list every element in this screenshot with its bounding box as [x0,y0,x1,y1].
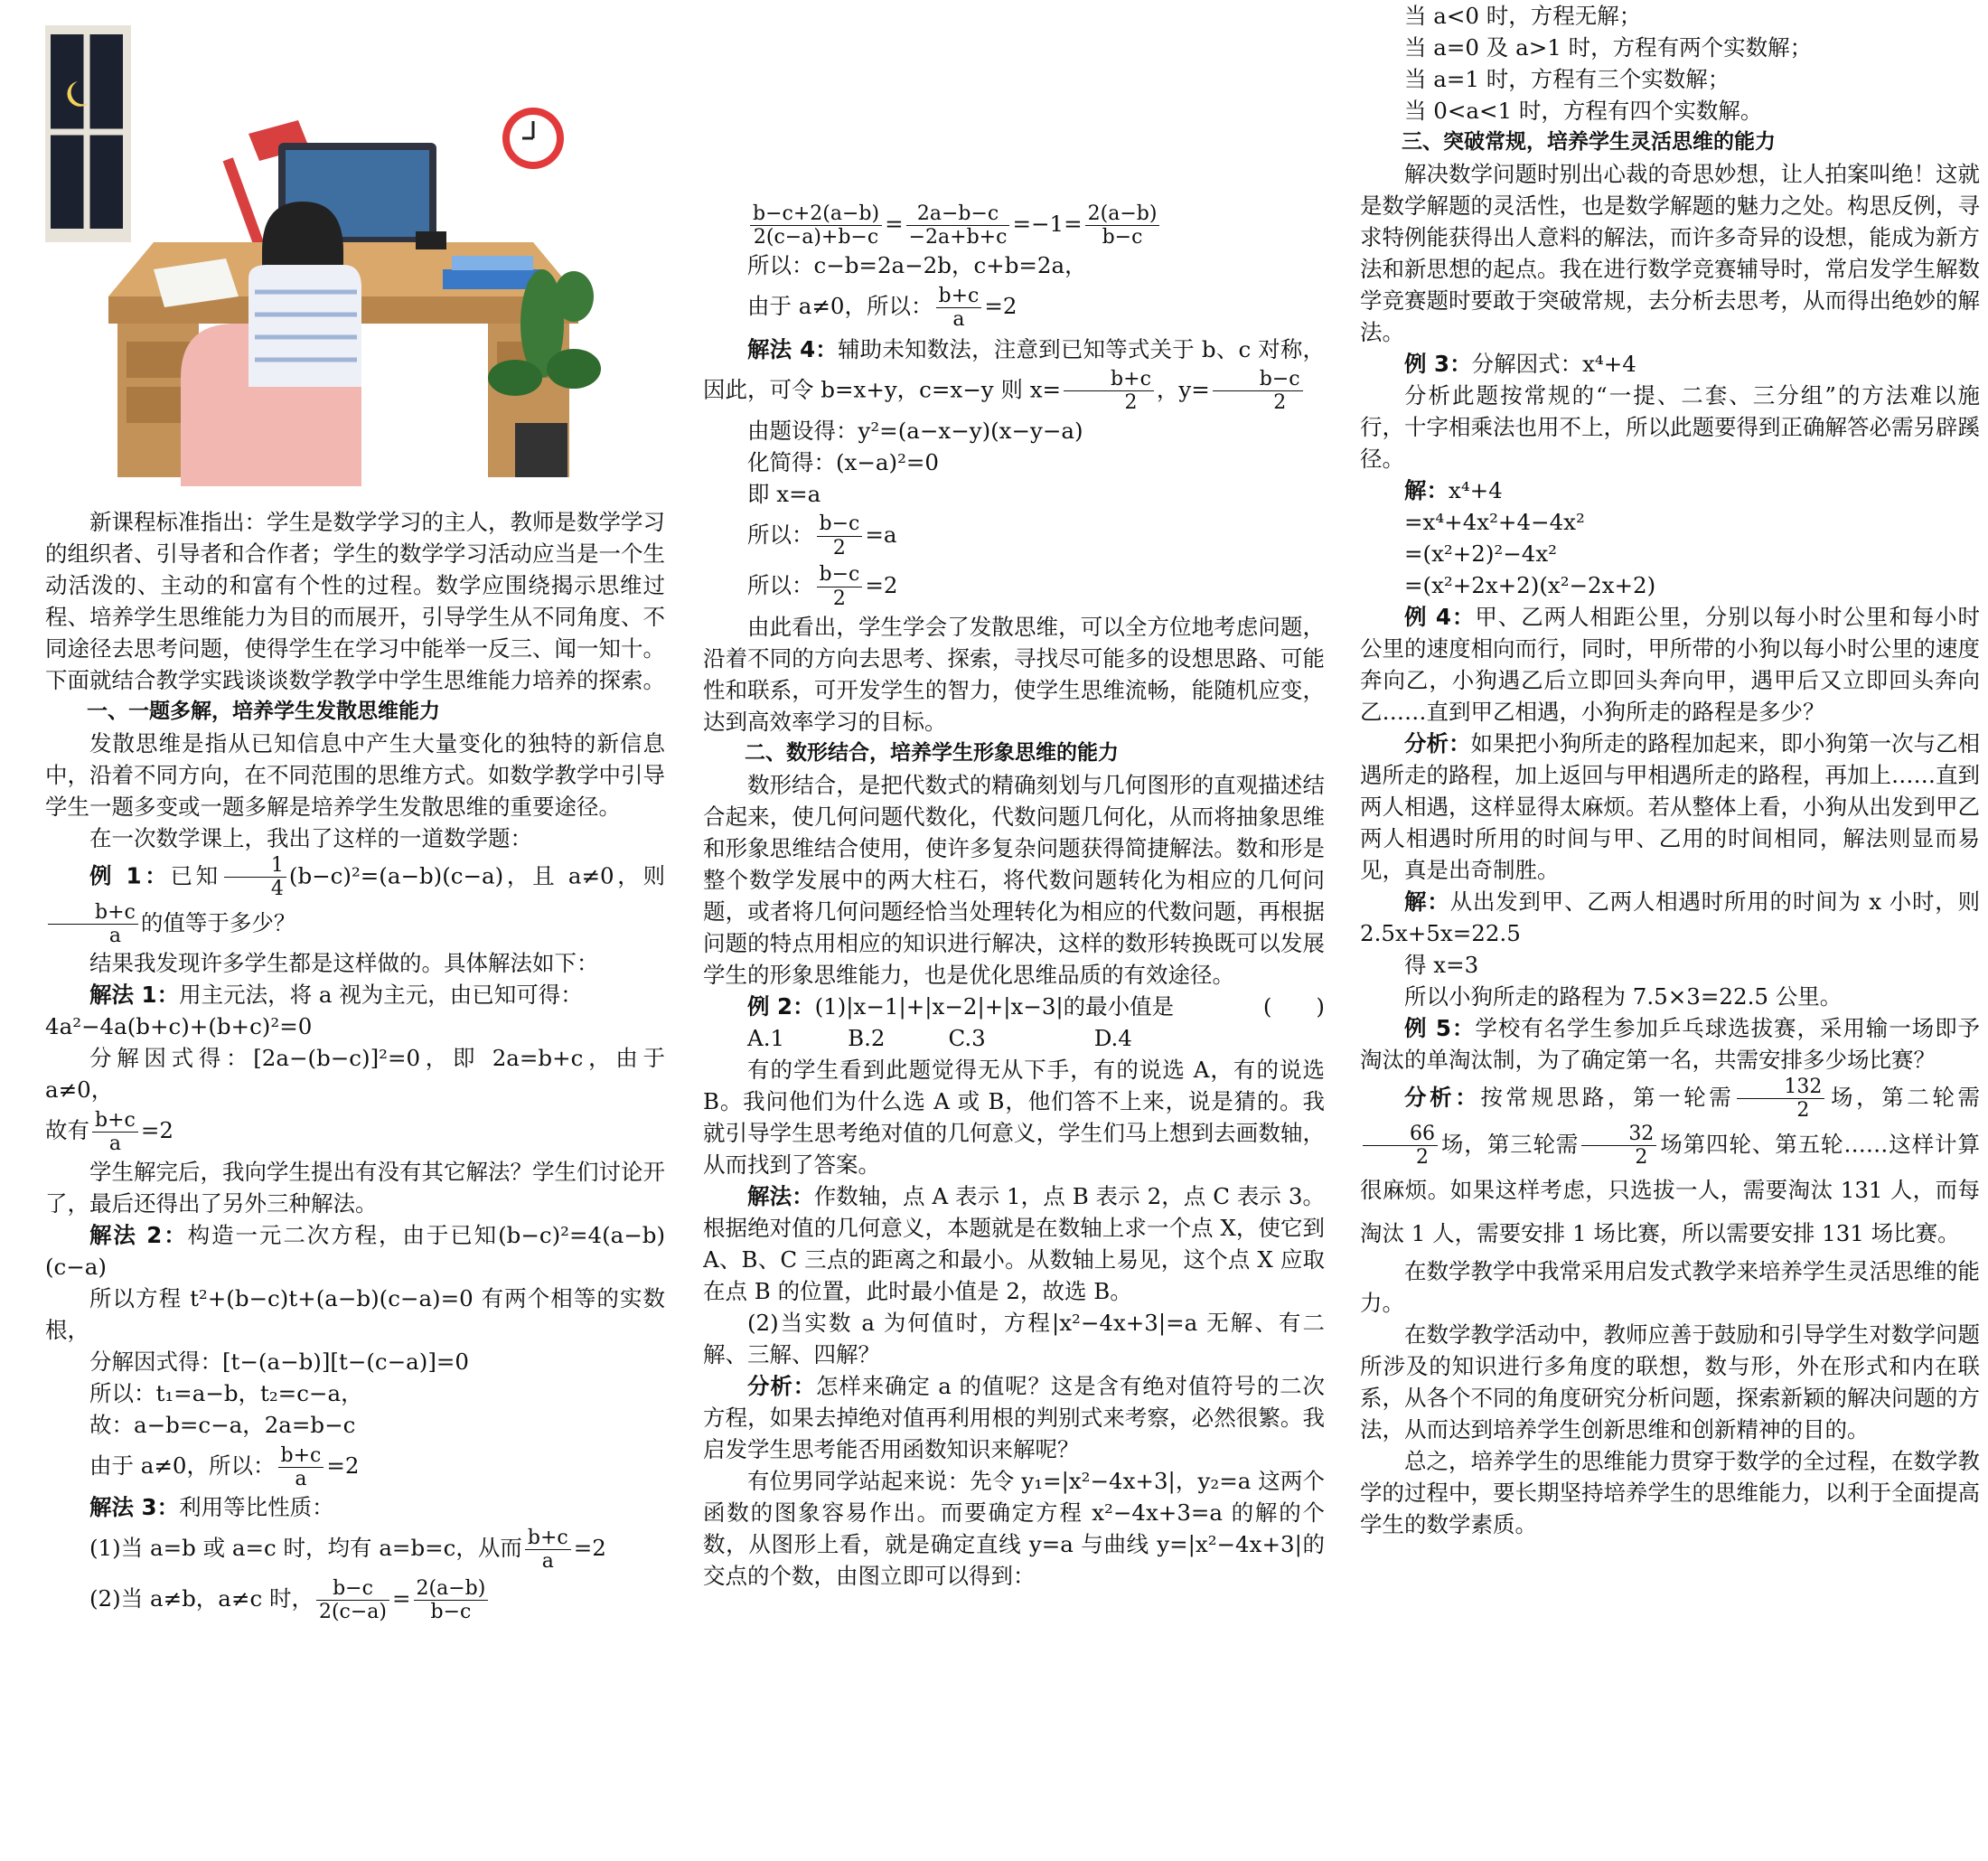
method-1-factor: 分解因式得：[2a−(b−c)]²=0，即 2a=b+c，由于 a≠0， [45,1045,665,1104]
option-a: A.1 [747,1024,785,1051]
method-3-step: 所以：c−b=2a−2b，c+b=2a， [747,252,1087,278]
method-3-case-2 [45,1574,665,1624]
solution-line-4: =(x²+2x+2)(x²−2x+2) [1404,572,1656,598]
text: 由于 a≠0，所以： [89,1452,276,1480]
frac-den: a [108,1133,121,1156]
text: 由于 a≠0，所以： [747,293,933,319]
example-5 [1360,1012,1980,1076]
frac-den: −2a+b+c [908,226,1008,249]
text: 按常规思路，第一轮需 [1480,1084,1735,1111]
flexibility-paragraph: 解决数学问题时别出心裁的奇思妙想，让人拍案叫绝！这就是数学解题的灵活性，也是数学解题的魅力之处。构思反例，寻求特例能获得出人意料的解法，而许多奇异的设想，能成为新方法和新思想的起点。我在进行数学竞赛辅导时，常启发学生解数学竞赛题时要敢于突破常规，去分析去思考，从而得出绝妙的解法。 [1360,161,1980,345]
analysis-text: 如果把小狗所走的路程加起来，即小狗第一次与乙相遇所走的路程，加上返回与甲相遇所走的路程，再加上……直到两人相遇，这样显得太麻烦。若从整体上看，小狗从出发到甲乙两人相遇时所用的时间与甲、乙用的时间相同，解法则显而易见，真是出奇制胜。 [1360,730,1980,883]
example-4-label: 例 4： [1404,604,1476,630]
example-4-analysis [1360,728,1980,886]
frac-num: b+c [92,1109,138,1133]
conclusion-paragraph: 总之，培养学生的思维能力贯穿于数学的全过程，在数学教学的过程中，要长期坚持培养学生的思维能力，以利于全面提高学生的数学素质。 [1360,1448,1980,1538]
section-heading-2: 二、数形结合，培养学生形象思维的能力 [745,740,1119,765]
frac-num: 2(a−b) [1085,202,1160,226]
example-2-text: (1)|x−1|+|x−2|+|x−3|的最小值是 [814,992,1175,1020]
frac-den: b−c [1102,226,1143,249]
method-2-text: 构造一元二次方程，由于已知(b−c)²=4(a−b)(c−a) [45,1222,665,1281]
example-3 [1360,348,1980,380]
frac-num: 2(a−b) [414,1577,489,1601]
fraction [1737,1076,1824,1123]
frac-den: 2(c−a) [318,1601,388,1624]
text: 所以： [747,521,814,548]
example-3-text: 分解因式：x⁴+4 [1471,351,1636,377]
method-4-step-3: 即 x=a [747,480,821,507]
frac-num: b+c [278,1444,324,1468]
text: =2 [865,571,898,598]
example-2-solution [703,1180,1325,1307]
frac-num: b+c [48,901,138,925]
frac-num: b+c [525,1527,571,1550]
column-3 [1360,0,1980,1662]
option-b: B.2 [848,1024,886,1051]
method-2-result [45,1441,665,1491]
example-5-label: 例 5： [1404,1015,1476,1041]
fraction [414,1577,489,1624]
method-1 [45,979,665,1010]
method-1-equation: 4a²−4a(b+c)+(b+c)²=0 [45,1013,313,1040]
method-3-case-1 [45,1523,665,1574]
lesson-paragraph: 在一次数学课上，我出了这样的一道数学题： [89,825,532,851]
frac-num: 66 [1363,1123,1438,1146]
solution-label: 解： [1404,888,1450,915]
fraction [278,1444,324,1491]
example-1-label: 例 1： [89,862,171,889]
example-1-text-a: 已知 [170,862,221,889]
method-2-roots: 所以：t₁=a−b，t₂=c−a， [89,1380,363,1407]
frac-den: 2(c−a)+b−c [753,226,879,249]
example-2-label: 例 2： [747,992,815,1020]
text: (1)当 a=b 或 a=c 时，均有 a=b=c，从而 [89,1535,522,1562]
method-1-result [45,1105,665,1156]
case-three-solutions: 当 a=1 时，方程有三个实数解； [1404,66,1730,92]
solution-label: 解： [1404,477,1449,503]
frac-num: 1 [224,854,286,878]
fraction [1064,368,1154,415]
fraction [936,285,982,332]
example-5-text: 学校有名学生参加乒乓球选拔赛，采用输一场即予淘汰的单淘汰制，为了确定第一名，共需安排多少场比赛？ [1360,1015,1980,1073]
method-3-text: 利用等比性质： [179,1494,334,1521]
text: 故有 [45,1117,89,1144]
column-2 [703,199,1325,1861]
example-3-label: 例 3： [1404,351,1472,377]
case-four-solutions: 当 0<a<1 时，方程有四个实数解。 [1404,98,1763,124]
plant-pot [515,423,567,477]
frac-den: 2 [1635,1145,1648,1169]
illustration-student-at-desk [45,25,633,486]
fraction [525,1527,571,1574]
frac-den: a [541,1550,554,1574]
teaching-paragraph: 在数学教学活动中，教师应善于鼓励和引导学生对数学问题所涉及的知识进行多角度的联想，数与形，外在形式和内在联系，从各个不同的角度研究分析问题，探索新颖的解决问题的方法，从而达到培养学生创新思维和创新精神的目的。 [1360,1321,1980,1443]
divergent-thinking-paragraph: 发散思维是指从已知信息中产生大量变化的独特的新信息中，沿着不同方向，在不同范围的思维方式。如数学教学中引导学生一题多变或一题多解是培养学生发散思维的重要途径。 [45,730,665,820]
text: 场第四轮、第五轮……这样计算很麻烦。如果这样考虑，只选拔一人，需要淘汰 131 人，而每淘汰 1 人，需要安排 1 场比赛，所以需要安排 131 场比赛。 [1360,1130,1980,1247]
analysis-label: 分析： [1404,1084,1481,1111]
method-2 [45,1219,665,1283]
solution-line-2: =x⁴+4x²+4−4x² [1404,509,1585,535]
section-heading-3: 三、突破常规，培养学生灵活思维的能力 [1402,130,1776,154]
example-4-solution [1360,886,1980,949]
frac-num: b−c+2(a−b) [750,202,882,226]
text: ，y= [1156,376,1210,403]
frac-num: b+c [936,285,982,308]
text: 场，第三轮需 [1440,1130,1580,1157]
text: =2 [573,1535,606,1562]
example-1-text-c: 的值等于多少？ [140,908,296,935]
method-3-result [703,281,1325,332]
frac-num: b+c [1064,368,1154,391]
example-1-text-b: (b−c)²=(a−b)(c−a)，且 a≠0，则 [288,862,665,889]
frac-den: a [295,1468,307,1491]
example-2-part-2: (2)当实数 a 为何值时，方程|x²−4x+3|=a 无解、有二解、三解、四解？ [703,1309,1325,1368]
method-2-equation: 所以方程 t²+(b−c)t+(a−b)(c−a)=0 有两个相等的实数根， [45,1285,665,1344]
girl-sweater [248,265,361,387]
fraction [1363,1123,1438,1170]
text: (2)当 a≠b，a≠c 时， [89,1585,314,1612]
solution-text: 作数轴，点 A 表示 1，点 B 表示 2，点 C 表示 3。根据绝对值的几何意义，本题就是在数轴上求一个点 X，使它到 A、B、C 三点的距离之和最小。从数轴上易见，这个点 X 应取在点 B 的位置，此时最小值是 2，故选 B。 [703,1182,1325,1304]
frac-num: 32 [1581,1123,1656,1146]
solution-label: 解法： [747,1182,814,1209]
text: =a [865,521,897,548]
frac-den: 2 [832,587,846,610]
number-shape-paragraph: 数形结合，是把代数式的精确刻划与几何图形的直观描述结合起来，使几何问题代数化，代数问题几何化，从而将抽象思维和形象思维结合使用，使许多复杂问题获得简捷解法。数和形是整个数学发展中的两大柱石，将代数问题转化为相应的几何问题，或者将几何问题经恰当处理转化为相应的代数问题，再根据问题的特点用相应的知识进行解决，这样的数形转换既可以发展学生的形象思维能力，也是优化思维品质的有效途径。 [703,771,1325,988]
solution-line-3: =(x²+2)²−4x² [1404,540,1557,567]
method-4-step-2: 化简得：(x−a)²=0 [747,448,940,475]
heuristic-paragraph: 在数学教学中我常采用启发式教学来培养学生灵活思维的能力。 [1360,1258,1980,1317]
fraction-one-quarter [224,854,286,901]
fraction [92,1109,138,1156]
method-2-label: 解法 2： [89,1222,188,1249]
student-answer-paragraph: 有位男同学站起来说：先令 y₁=|x²−4x+3|，y₂=a 这两个函数的图象容易作出。而要确定方程 x²−4x+3=a 的解的个数，从图形上看，就是确定直线 y=a 与曲线 y=|x²−4x+3|的交点的个数，由图立即可以得到： [703,1467,1325,1589]
discussion-paragraph: 学生解完后，我向学生提出有没有其它解法？学生们讨论开了，最后还得出了另外三种解法。 [45,1159,665,1217]
frac-den: 2 [1416,1145,1429,1169]
frac-num: 2a−b−c [906,202,1010,226]
frac-num: 132 [1737,1076,1824,1099]
option-d: D.4 [1093,1024,1132,1051]
fraction-b-plus-c-over-a [48,901,138,948]
case-no-solution: 当 a<0 时，方程无解； [1404,3,1642,29]
column-1 [45,0,665,1662]
example-4-step-2: 得 x=3 [1404,952,1479,978]
method-4-step-4 [703,510,1325,560]
text: =2 [984,293,1017,319]
frac-num: b−c [817,563,863,587]
text: =−1= [1012,211,1083,237]
fraction [817,512,863,559]
method-3 [45,1491,665,1523]
student-reaction-paragraph: 有的学生看到此题觉得无从下手，有的说选 A，有的说选 B。我问他们为什么选 A 或 B，他们答不上来，说是猜的。我就引导学生思考绝对值的几何意义，学生们马上想到去画数轴，从而找到了答案。 [703,1056,1325,1178]
option-c: C.3 [948,1024,986,1051]
example-2 [703,991,1325,1022]
result-paragraph: 结果我发现许多学生都是这样做的。具体解法如下： [89,950,599,977]
analysis-text: 怎样来确定 a 的值呢？这是含有绝对值符号的二次方程，如果去掉绝对值再利用根的判别式来考察，必然很繁。我启发学生思考能否用函数知识来解呢？ [703,1372,1325,1462]
solution-text: 从出发到甲、乙两人相遇时所用的时间为 x 小时，则 2.5x+5x=22.5 [1360,888,1980,946]
text: 辅助未知数法，注意到已知等式关于 b、c 对称，因此，可令 b=x+y，c=x−y 则 x= [703,336,1325,403]
text: =2 [140,1117,173,1144]
divergent-summary-paragraph: 由此看出，学生学会了发散思维，可以全方位地考虑问题，沿着不同的方向去思考、探索，寻找尽可能多的设想思路、可能性和联系，可开发学生的智力，使学生思维流畅，能随机应变，达到高效率学习的目标。 [703,613,1325,735]
method-4-step-5 [703,560,1325,611]
text: = [392,1585,411,1612]
method-4 [703,332,1325,415]
fraction [316,1577,389,1624]
fraction [1581,1123,1656,1170]
example-4-step-3: 所以小狗所走的路程为 7.5×3=22.5 公里。 [1404,983,1843,1010]
alarm-clock-icon [416,231,446,249]
frac-den: 2 [1796,1099,1810,1123]
frac-den: a [952,308,965,331]
text: 场，第二轮需 [1827,1084,1980,1111]
frac-den: b−c [430,1601,472,1624]
fraction [1213,368,1303,415]
method-3-label: 解法 3： [89,1494,180,1521]
frac-den: 2 [832,536,846,559]
method-1-label: 解法 1： [89,982,180,1009]
frac-num: b−c [316,1577,389,1601]
frac-den: 4 [270,878,284,901]
fraction [1085,202,1160,249]
method-2-so: 故：a−b=c−a，2a=b−c [89,1412,356,1439]
frac-den: a [108,924,121,947]
method-3-chain [703,199,1325,249]
illustration-drawing [45,25,633,486]
fraction [906,202,1010,249]
frac-den: 2 [1273,391,1287,415]
frac-den: 2 [1124,391,1138,415]
text: 所以： [747,571,814,598]
intro-paragraph: 新课程标准指出：学生是数学学习的主人，教师是数学学习的组织者、引导者和合作者；学生的数学学习活动应当是一个生动活泼的、主动的和富有个性的过程。数学应围绕揭示思维过程、培养学生思维能力为目的而展开，引导学生从不同角度、不同途径去思考问题，使得学生在学习中能举一反三、闻一知十。下面就结合教学实践谈谈数学教学中学生思维能力培养的探索。 [45,509,665,693]
text: =2 [326,1452,360,1480]
frac-num: b−c [1213,368,1303,391]
answer-blank: ( ) [1262,992,1325,1020]
section-heading-1: 一、一题多解，培养学生发散思维能力 [87,700,440,723]
solution-line-1: x⁴+4 [1449,477,1503,503]
example-2-analysis [703,1370,1325,1465]
method-4-step-1: 由题设得：y²=(a−x−y)(x−y−a) [747,417,1083,444]
method-1-text: 用主元法，将 a 视为主元，由已知可得： [179,982,583,1009]
frac-num: b−c [817,512,863,536]
case-two-solutions: 当 a=0 及 a>1 时，方程有两个实数解； [1404,34,1813,61]
method-2-factor: 分解因式得：[t−(a−b)][t−(c−a)]=0 [89,1349,470,1376]
example-2-options [703,1022,1325,1054]
example-4-text: 甲、乙两人相距公里，分别以每小时公里和每小时公里的速度相向而行，同时，甲所带的小狗以每小时公里的速度奔向乙，小狗遇乙后立即回头奔向甲，遇甲后又立即回头奔向乙……直到甲乙相遇，小狗所走的路程是多少？ [1360,604,1980,725]
fraction [750,202,882,249]
method-4-label: 解法 4： [747,336,838,362]
text: = [885,211,904,237]
analysis-label: 分析： [747,1372,816,1399]
example-3-analysis: 分析此题按常规的“一提、二套、三分组”的方法难以施行，十字相乘法也用不上，所以此题要得到正确解答必需另辟蹊径。 [1360,382,1980,472]
example-5-analysis [1360,1076,1980,1255]
fraction [817,563,863,610]
example-1 [45,854,665,947]
example-4 [1360,601,1980,728]
analysis-label: 分析： [1404,730,1471,757]
example-3-solution [1360,475,1980,506]
